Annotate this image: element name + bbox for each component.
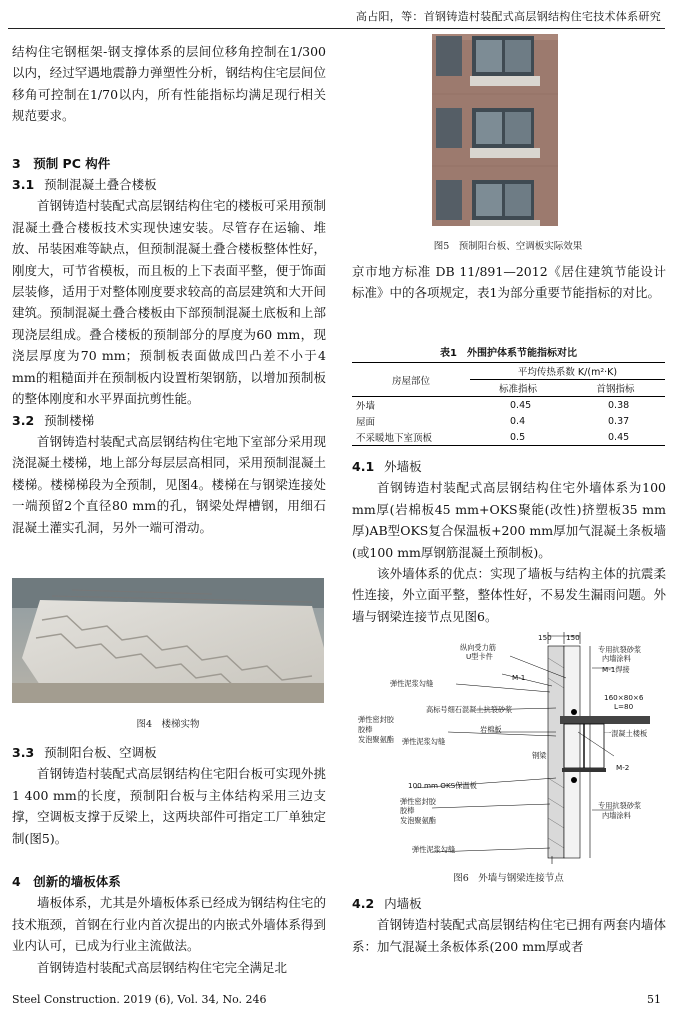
section-4-1-title: 外墙板 (384, 459, 422, 474)
table-cell-shougang: 0.38 (608, 399, 630, 411)
figure-6-caption: 图6 外墙与钢梁连接节点 (453, 873, 564, 884)
figure-4-stair-photo (12, 578, 324, 703)
fig6-label-grout-3: 弹性泥浆勾缝 (412, 845, 456, 854)
section-3-3-number: 3.3 (12, 745, 35, 760)
running-header: 高占阳，等：首钢铸造村装配式高层钢结构住宅技术体系研究 (355, 10, 661, 23)
table-cell-part: 不采暖地下室顶板 (356, 433, 433, 444)
figure-6-detail-drawing (352, 628, 665, 864)
section-3-2-heading (12, 410, 326, 431)
section-4-text-1: 墙板体系，尤其是外墙板体系已经成为钢结构住宅的技术瓶颈，首钢在行业内首次提出的内嵌式外墙体系得到业内认可，已成为行业主流做法。 (12, 895, 326, 954)
fig6-label-mortar-top: 专用抗裂砂浆 (598, 645, 642, 654)
section-3-3-heading (12, 742, 326, 763)
section-3-1-heading (12, 174, 326, 195)
section-3-3-title: 预制阳台板、空调板 (44, 745, 157, 760)
section-4-1-text-1: 首钢铸造村装配式高层钢结构住宅外墙体系为100 mm厚(岩棉板45 mm+OKS聚能(改性)挤塑板35 mm厚)AB型OKS复合保温板+200 mm厚加气混凝土条板墙(或100 mm厚钢筋混凝土预制板)。 (352, 480, 666, 560)
section-3-title: 3 预制 PC 构件 (12, 155, 111, 171)
section-4-2-heading (352, 893, 666, 914)
fig6-label-m2: M-2 (616, 763, 630, 772)
fig6-label-u-clip: U型卡件 (466, 652, 493, 661)
figure-5-facade-photo (432, 34, 558, 226)
table-cell-standard: 0.45 (510, 399, 532, 411)
fig6-label-mortar-bottom: 专用抗裂砂浆 (598, 801, 642, 810)
fig6-label-concrete-mortar: 高标号细石混凝土抗裂砂浆 (426, 705, 513, 714)
fig6-wall-panel (564, 646, 580, 858)
table-1 (352, 362, 665, 446)
section-3-2-title: 预制楼梯 (44, 412, 95, 428)
fig6-label-paint-bottom: 内墙涂料 (602, 811, 631, 820)
left-column (12, 41, 326, 538)
page-number: 51 (647, 993, 661, 1006)
intro-paragraph: 结构住宅钢框架-钢支撑体系的层间位移角控制在1/300以内，经过罕遇地震静力弹塑性分析，钢结构住宅层间位移角可控制在1/70以内，所有性能指标均满足现行相关规范要求。 (12, 44, 326, 124)
fig6-floor-slab (560, 716, 650, 724)
right-column (352, 261, 666, 304)
fig6-label-m1-weld: M-1焊接 (602, 665, 630, 674)
fig6-insulation-layer (548, 646, 564, 858)
table-header-group: 平均传热系数 K/(m²·K) (470, 363, 665, 380)
header-rule (8, 28, 665, 29)
fig6-label-plate-size: 160×80×6 (604, 693, 644, 702)
fig6-dim-2: 150 (566, 633, 580, 642)
right-column-lower (352, 893, 666, 957)
fig6-label-foam-1: 发泡聚氨酯 (358, 735, 394, 744)
journal-footer: Steel Construction. 2019 (6), Vol. 34, No. 246 (12, 993, 267, 1006)
section-3-2-number: 3.2 (12, 412, 35, 428)
table-cell-shougang: 0.37 (608, 415, 630, 427)
section-3-1-number: 3.1 (12, 177, 35, 193)
table-cell-shougang: 0.45 (608, 431, 630, 443)
fig6-label-rebar: 纵向受力筋 (460, 643, 496, 652)
fig6-label-rod-1: 胶棒 (358, 725, 373, 734)
fig6-label-oks-board: 100 mm OKS保温板 (408, 781, 477, 790)
table-header-shougang: 首钢指标 (596, 384, 635, 395)
table-row (352, 413, 665, 429)
section-4-text-2: 首钢铸造村装配式高层钢结构住宅完全满足北 (37, 959, 288, 975)
fig6-label-slab: 一混凝土楼板 (604, 729, 648, 738)
table-header-part: 房屋部位 (391, 375, 430, 387)
section-3-1-title: 预制混凝土叠合楼板 (44, 177, 157, 193)
fig6-label-rock-wool: 岩棉板 (480, 725, 502, 734)
left-column-lower (12, 742, 326, 978)
fig6-label-paint-top: 内墙涂料 (602, 654, 631, 663)
fig6-label-rod-2: 胶棒 (400, 806, 415, 815)
table-row (352, 397, 665, 414)
fig6-dim-1: 150 (538, 633, 552, 642)
section-3-1-text: 首钢铸造村装配式高层钢结构住宅的楼板可采用预制混凝土叠合楼板技术实现快速安装。尽管存在运输、堆放、吊装困难等缺点，但预制混凝土叠合楼板整体性好，刚度大，可节省模板，而且板的上下表面平整，便于饰面层装修，适用于对整体刚度要求较高的高层建筑和大开间建筑。预制混凝土叠合楼板由下部预制混凝土底板和上部现浇层组成。叠合楼板的预制部分的厚度为60 mm，现浇层厚度为70 mm；预制板表面做成凹凸差不小于4 mm的粗糙面并在预制板内设置桁架钢筋，以增加预制板的整体刚度和水平界面抗剪性能。 (12, 198, 326, 407)
table-cell-part: 外墙 (356, 401, 376, 412)
table-cell-standard: 0.4 (510, 415, 526, 427)
section-4-title: 4 创新的墙板体系 (12, 874, 121, 890)
table-row (352, 429, 665, 446)
section-4-2-number: 4.2 (352, 896, 375, 911)
section-3-2-text: 首钢铸造村装配式高层钢结构住宅地下室部分采用现浇混凝土楼梯，地上部分每层层高相同，采用预制混凝土楼梯。楼梯梯段为全预制，见图4。楼梯在与钢梁连接处一端预留2个直径80 mm的孔，钢梁处焊槽钢，用细石混凝土灌实孔洞，另外一端可滑动。 (12, 433, 326, 535)
fig6-label-grout-2: 弹性泥浆勾缝 (402, 737, 446, 746)
section-4-1-text-2: 该外墙体系的优点：实现了墙板与结构主体的抗震柔性连接，外立面平整，整体性好，不易发生漏雨问题。外墙与钢梁连接节点见图6。 (352, 566, 666, 624)
table-cell-standard: 0.5 (510, 431, 526, 443)
section-4-2-text: 首钢铸造村装配式高层钢结构住宅已拥有两套内墙体系：加气混凝土条板体系(200 mm厚或者 (352, 917, 666, 954)
figure-5-caption: 图5 预制阳台板、空调板实际效果 (433, 241, 583, 252)
section-4-2-title: 内墙板 (384, 896, 422, 911)
fig6-label-sealant-2: 弹性密封胶 (400, 797, 436, 806)
section-3-3-text: 首钢铸造村装配式高层钢结构住宅阳台板可实现外挑1 400 mm的长度，预制阳台板与主体结构采用三边支撑，空调板支撑于反梁上，这两块部件可指定工厂单独定制(图5)。 (12, 766, 326, 846)
fig6-label-sealant-1: 弹性密封胶 (358, 715, 394, 724)
fig6-label-grout-1: 弹性泥浆勾缝 (390, 679, 434, 688)
table-1-title: 表1 外围护体系节能指标对比 (440, 348, 577, 359)
section-4-1-heading (352, 456, 666, 477)
section-4-1-number: 4.1 (352, 459, 375, 474)
right-column-middle (352, 456, 666, 627)
table-header-standard: 标准指标 (499, 384, 538, 395)
fig6-label-plate-length: L=80 (614, 702, 634, 711)
fig6-label-beam: 钢梁 (532, 751, 547, 760)
fig6-label-m1: M-1 (512, 673, 526, 682)
fig6-label-foam-2: 发泡聚氨酯 (400, 816, 436, 825)
table-cell-part: 屋面 (356, 417, 376, 428)
standard-paragraph: 京市地方标准 DB 11/891—2012《居住建筑节能设计标准》中的各项规定，表1为部分重要节能指标的对比。 (352, 264, 666, 301)
figure-4-caption: 图4 楼梯实物 (136, 719, 200, 730)
